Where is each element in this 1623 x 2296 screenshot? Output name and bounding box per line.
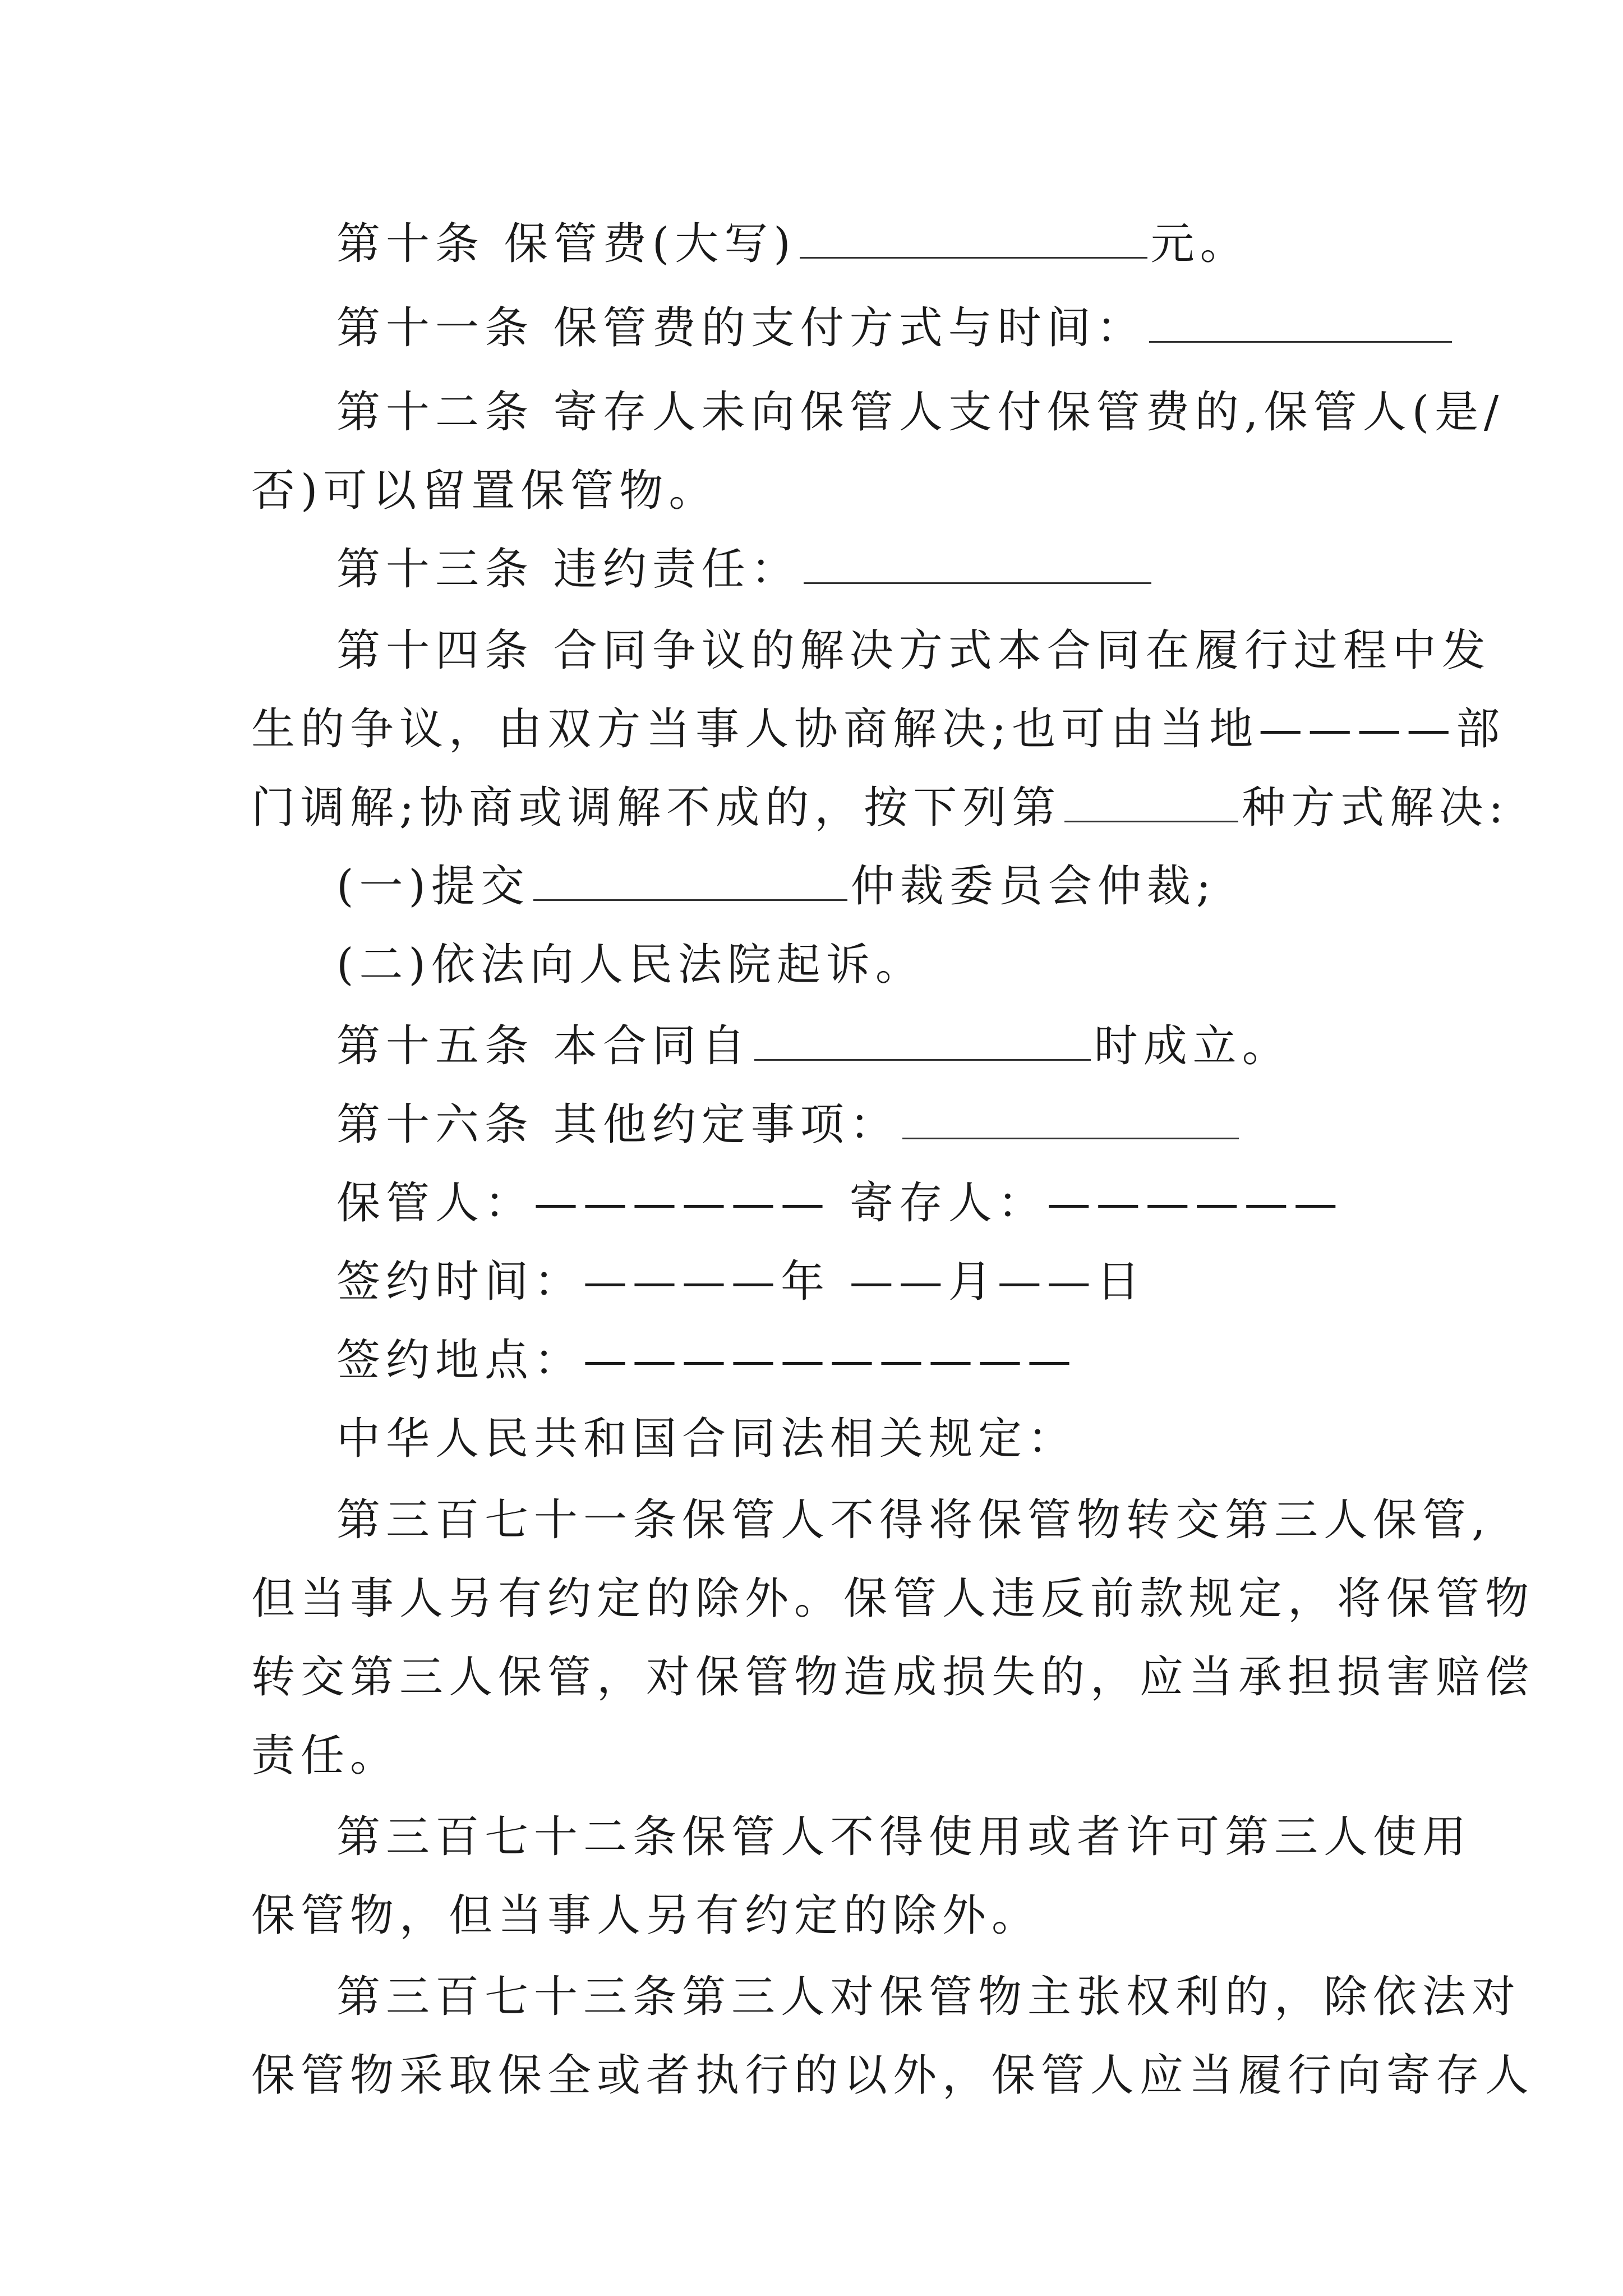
option-2: (二)依法向人民法院起诉。 xyxy=(336,940,925,990)
effective-blank xyxy=(754,1020,1091,1061)
art-371-line1: 第三百七十一条保管人不得将保管物转交第三人保管, xyxy=(336,1495,1491,1545)
article-11: 第十一条 保管费的支付方式与时间： xyxy=(336,297,1623,359)
article-14-line3: 门调解;协商或调解不成的，按下列第 种方式解决: xyxy=(251,783,1509,833)
article-14-line1: 第十四条 合同争议的解决方式本合同在履行过程中发 xyxy=(336,625,1491,676)
fee-blank xyxy=(800,218,1147,259)
art-373-line1: 第三百七十三条第三人对保管物主张权利的，除依法对 xyxy=(336,1972,1521,2022)
law-heading: 中华人民共和国合同法相关规定： xyxy=(336,1414,1077,1464)
signing-place: 签约地点：—————————— xyxy=(336,1335,1077,1386)
article-15: 第十五条 本合同自 时成立。 xyxy=(336,1021,1292,1071)
article-12-line2: 否)可以留置保管物。 xyxy=(251,466,718,516)
article-10: 第十条 保管费(大写) 元。 xyxy=(336,219,1249,269)
other-blank xyxy=(902,1098,1239,1139)
article-14-line2: 生的争议，由双方当事人协商解决;也可由当地————部 xyxy=(251,704,1506,754)
art-371-line3: 转交第三人保管，对保管物造成损失的，应当承担损害赔偿 xyxy=(251,1652,1535,1703)
liability-blank xyxy=(804,543,1151,584)
art-373-line2: 保管物采取保全或者执行的以外，保管人应当履行向寄存人 xyxy=(251,2050,1535,2101)
art-372-line1: 第三百七十二条保管人不得使用或者许可第三人使用 xyxy=(336,1812,1472,1862)
method-blank xyxy=(1064,781,1238,822)
article-13: 第十三条 违约责任： xyxy=(336,539,1623,600)
parties-line: 保管人：—————— 寄存人：—————— xyxy=(336,1178,1343,1228)
article-12-line1: 第十二条 寄存人未向保管人支付保管费的,保管人(是/ xyxy=(336,387,1505,438)
art-372-line2: 保管物，但当事人另有约定的除外。 xyxy=(251,1890,1041,1941)
option-1: (一)提交 仲裁委员会仲裁; xyxy=(336,861,1217,912)
art-371-line2: 但当事人另有约定的除外。保管人违反前款规定，将保管物 xyxy=(251,1573,1535,1624)
arbitration-blank xyxy=(533,860,847,901)
art-371-line4: 责任。 xyxy=(251,1731,400,1781)
article-16: 第十六条 其他约定事项： xyxy=(336,1094,1623,1156)
signing-date: 签约时间：————年 ——月——日 xyxy=(336,1257,1146,1307)
payment-blank xyxy=(1149,302,1452,343)
